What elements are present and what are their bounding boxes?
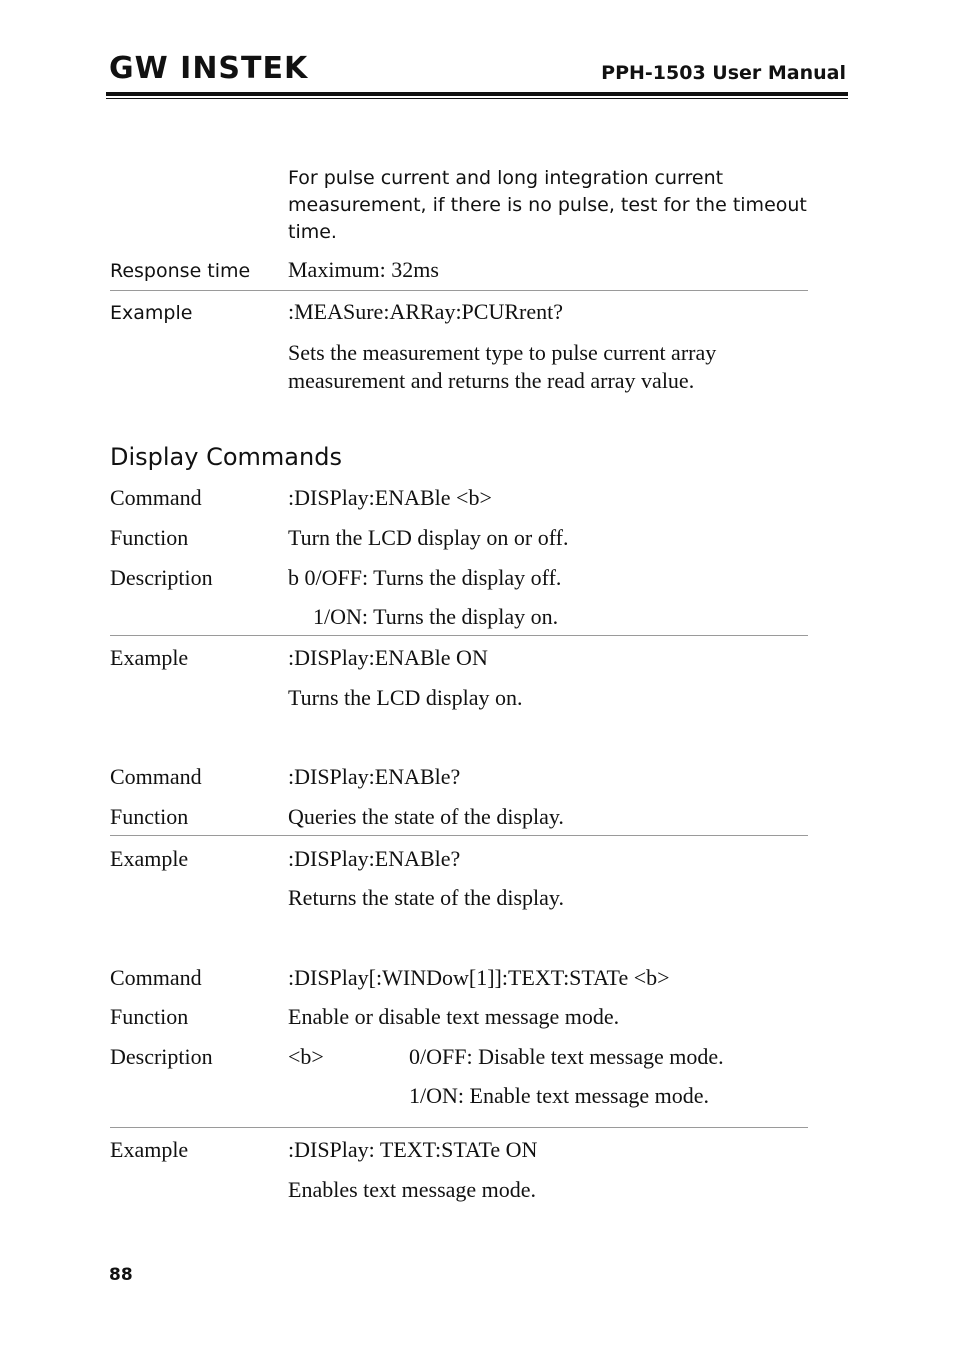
description-line-1: 0/OFF: Disable text message mode. bbox=[409, 1044, 724, 1069]
example-desc: Turns the LCD display on. bbox=[288, 685, 523, 710]
command-value: :DISPlay:ENABle? bbox=[288, 764, 461, 789]
divider bbox=[110, 290, 808, 291]
example-command: :DISPlay: TEXT:STATe ON bbox=[288, 1137, 538, 1162]
example-desc: Enables text message mode. bbox=[288, 1177, 537, 1202]
description-line-2: 1/ON: Turns the display on. bbox=[313, 604, 559, 629]
header-rule bbox=[106, 92, 848, 96]
response-time-value: Maximum: 32ms bbox=[288, 257, 439, 282]
example-command: :DISPlay:ENABle? bbox=[288, 846, 461, 871]
command-value: :DISPlay:ENABle <b> bbox=[288, 485, 492, 510]
manual-title: PPH-1503 User Manual bbox=[601, 62, 846, 84]
page-number: 88 bbox=[109, 1265, 133, 1285]
example-desc: Returns the state of the display. bbox=[288, 885, 564, 910]
function-value: Enable or disable text message mode. bbox=[288, 1004, 620, 1029]
command-label: Command bbox=[110, 965, 202, 990]
example-desc-line-2: measurement and returns the read array value. bbox=[288, 368, 695, 393]
description-param: <b> bbox=[288, 1044, 324, 1069]
function-value: Turn the LCD display on or off. bbox=[288, 525, 569, 550]
example-label: Example bbox=[110, 1137, 189, 1162]
example-command: :MEASure:ARRay:PCURrent? bbox=[288, 299, 563, 324]
function-label: Function bbox=[110, 804, 189, 829]
command-value: :DISPlay[:WINDow[1]]:TEXT:STATe <b> bbox=[288, 965, 670, 990]
description-label: Description bbox=[110, 1044, 213, 1069]
example-desc-line-1: Sets the measurement type to pulse current array bbox=[288, 340, 717, 365]
example-label: Example bbox=[110, 302, 193, 324]
command-label: Command bbox=[110, 764, 202, 789]
note-line-1: For pulse current and long integration current bbox=[288, 167, 724, 189]
example-label: Example bbox=[110, 645, 189, 670]
example-label: Example bbox=[110, 846, 189, 871]
example-command: :DISPlay:ENABle ON bbox=[288, 645, 488, 670]
function-label: Function bbox=[110, 525, 189, 550]
divider bbox=[110, 635, 808, 636]
header-rule-thin bbox=[106, 98, 848, 99]
divider bbox=[110, 1127, 808, 1128]
function-value: Queries the state of the display. bbox=[288, 804, 564, 829]
function-label: Function bbox=[110, 1004, 189, 1029]
command-label: Command bbox=[110, 485, 202, 510]
description-line-2: 1/ON: Enable text message mode. bbox=[409, 1083, 709, 1108]
description-line-1: b 0/OFF: Turns the display off. bbox=[288, 565, 562, 590]
note-line-3: time. bbox=[288, 221, 337, 243]
response-time-label: Response time bbox=[110, 260, 251, 282]
note-line-2: measurement, if there is no pulse, test for the timeout bbox=[288, 194, 807, 216]
divider bbox=[110, 835, 808, 836]
section-title: Display Commands bbox=[110, 443, 342, 471]
gw-instek-logo: GW INSTEK bbox=[109, 51, 309, 86]
description-label: Description bbox=[110, 565, 213, 590]
